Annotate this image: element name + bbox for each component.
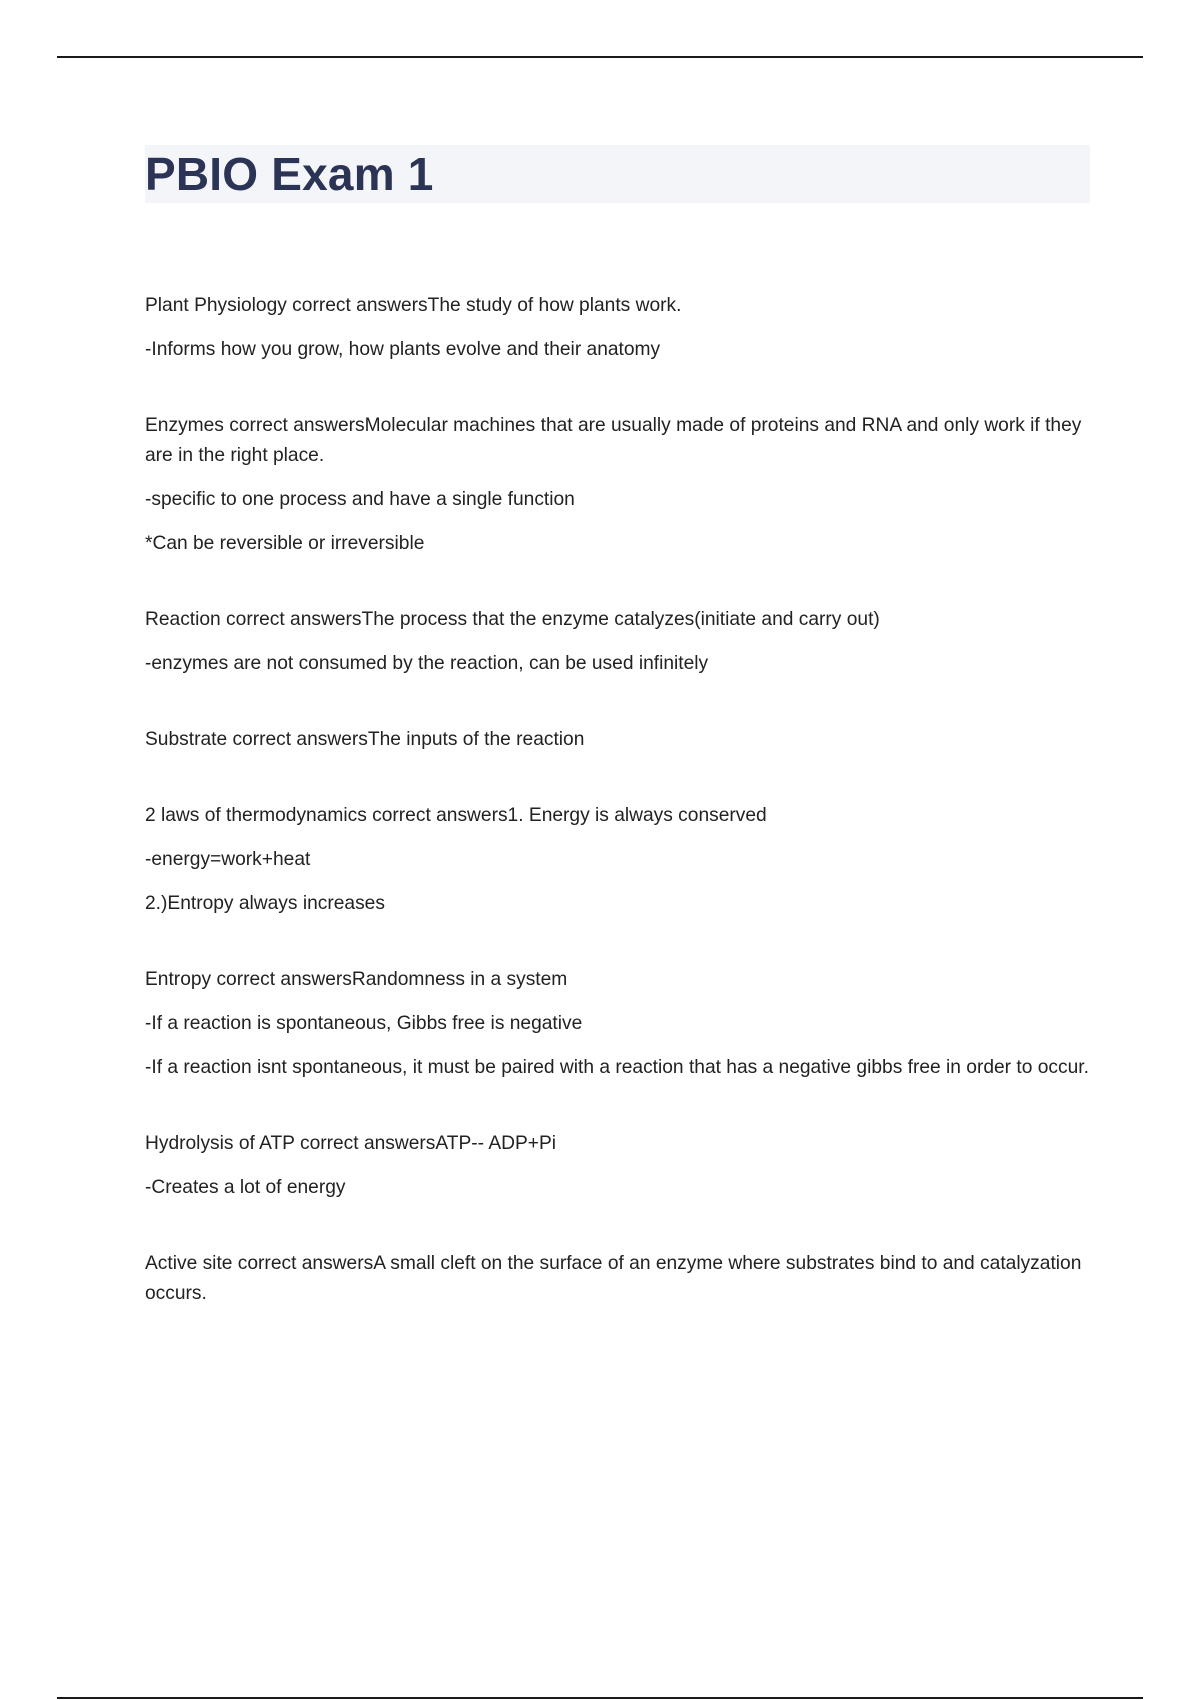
flashcard-entry — [145, 411, 1090, 559]
entry-line: -enzymes are not consumed by the reaction, can be used infinitely — [145, 653, 709, 674]
entry-line: -energy=work+heat — [145, 849, 311, 870]
entry-line: Entropy correct answersRandomness in a system — [145, 969, 568, 990]
flashcard-entry — [145, 291, 1090, 365]
flashcard-list — [145, 291, 1090, 1355]
entry-line: Hydrolysis of ATP correct answersATP-- ADP+Pi — [145, 1133, 557, 1154]
flashcard-entry — [145, 605, 1090, 679]
entry-line: Reaction correct answersThe process that the enzyme catalyzes(initiate and carry out) — [145, 609, 880, 630]
entry-line: -Informs how you grow, how plants evolve and their anatomy — [145, 339, 661, 360]
entry-line: Substrate correct answersThe inputs of the reaction — [145, 729, 585, 750]
flashcard-entry — [145, 801, 1090, 919]
entry-line: 2.)Entropy always increases — [145, 893, 385, 914]
entry-line: *Can be reversible or irreversible — [145, 533, 425, 554]
flashcard-entry — [145, 965, 1090, 1083]
page-title: PBIO Exam 1 — [145, 148, 434, 200]
flashcard-entry — [145, 1249, 1090, 1309]
entry-line: -If a reaction isnt spontaneous, it must be paired with a reaction that has a negative gibbs free in order to occur. — [145, 1057, 1089, 1078]
flashcard-entry — [145, 1129, 1090, 1203]
entry-line: -Creates a lot of energy — [145, 1177, 346, 1198]
footer-rule — [57, 1697, 1143, 1699]
entry-line: -specific to one process and have a single function — [145, 489, 575, 510]
entry-line: 2 laws of thermodynamics correct answers1. Energy is always conserved — [145, 805, 767, 826]
entry-line: Enzymes correct answersMolecular machines that are usually made of proteins and RNA and only work if they are in the right place. — [145, 415, 1082, 466]
entry-line: -If a reaction is spontaneous, Gibbs free is negative — [145, 1013, 583, 1034]
entry-line: Plant Physiology correct answersThe study of how plants work. — [145, 295, 682, 316]
header-rule — [57, 56, 1143, 58]
entry-line: Active site correct answersA small cleft on the surface of an enzyme where substrates bind to and catalyzation occurs. — [145, 1253, 1082, 1304]
flashcard-entry — [145, 725, 1090, 755]
